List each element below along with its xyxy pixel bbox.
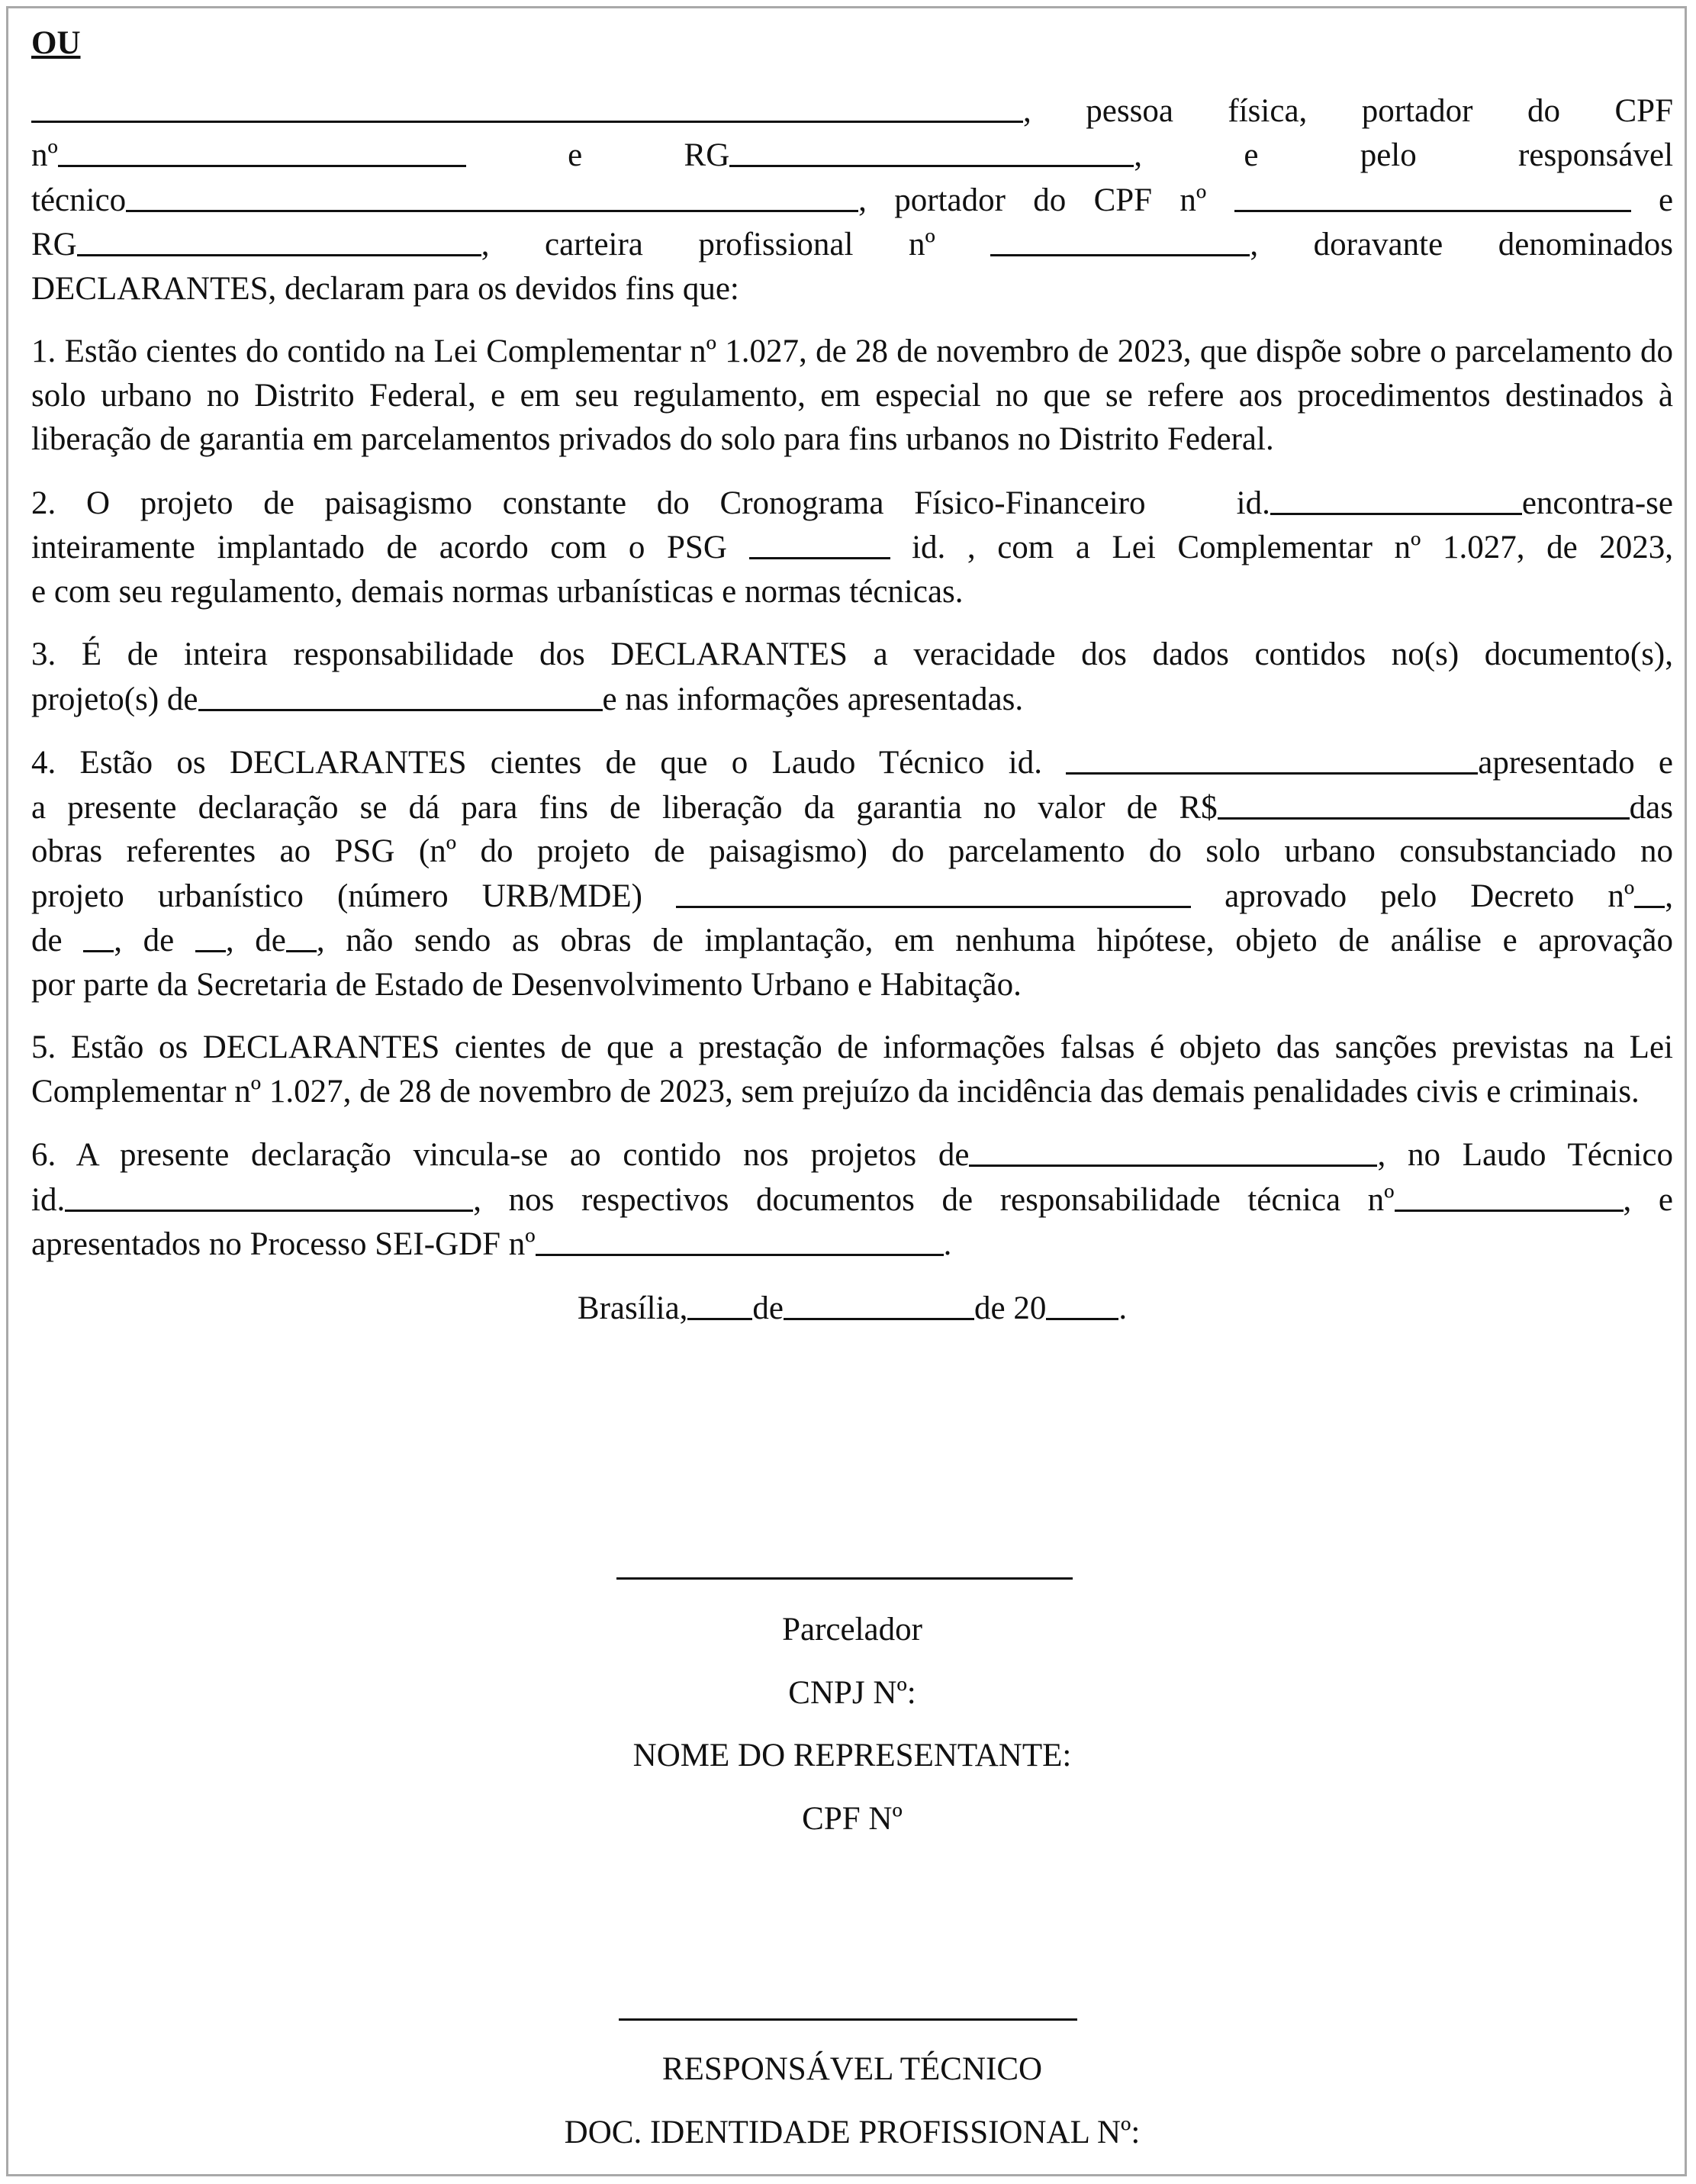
- year-field[interactable]: [1046, 1286, 1118, 1320]
- sei-process-field[interactable]: [536, 1222, 944, 1256]
- name-field[interactable]: [31, 89, 1023, 123]
- clause-4: 4. Estão os DECLARANTES cientes de que o Laudo Técnico id. apresentado e a presente declaração se dá para fins de liberação da garantia no valor de R$ das obras referentes ao PSG (nº do projeto de paisagismo) do parcelamento do solo urbano consubstanciado no projeto urbanístico (número URB/MDE) aprovado pelo Decreto nº , de , de , de , não sendo as obras de implantação, em nenhuma hipótese, objeto de análise e aprovação por parte da Secretaria de Estado de Desenvolvimento Urbano e Habitação.: [31, 740, 1673, 1007]
- report-id-field[interactable]: [65, 1177, 473, 1212]
- decree-number-field[interactable]: [1634, 874, 1665, 908]
- technician-cpf-field[interactable]: [1234, 178, 1631, 212]
- signature-line-responsavel[interactable]: [619, 2018, 1077, 2021]
- rg-field[interactable]: [729, 133, 1134, 167]
- projects-list-field[interactable]: [969, 1132, 1377, 1167]
- decree-day-field[interactable]: [83, 918, 114, 952]
- day-field[interactable]: [687, 1286, 752, 1320]
- psg-id-field[interactable]: [749, 525, 890, 559]
- clause-3: 3. É de inteira responsabilidade dos DECLARANTES a veracidade dos dados contidos no(s) documento(s), projeto(s) de e nas informações apresentadas.: [31, 636, 1673, 717]
- cpf-label: CPF Nº: [802, 1800, 903, 1837]
- clause-1: 1. Estão cientes do contido na Lei Complementar nº 1.027, de 28 de novembro de 2023, que dispõe sobre o parcelamento do solo urbano no Distrito Federal, e em seu regulamento, em especial no que se refere aos procedimentos destinados à liberação de garantia em parcelamentos privados do solo para fins urbanos no Distrito Federal.: [31, 333, 1673, 457]
- role-parcelador: Parcelador: [782, 1612, 922, 1648]
- month-field[interactable]: [784, 1286, 974, 1320]
- guarantee-value-field[interactable]: [1218, 785, 1630, 820]
- signature-line-parcelador[interactable]: [616, 1577, 1073, 1580]
- clause-5: 5. Estão os DECLARANTES cientes de que a prestação de informações falsas é objeto das sanções previstas na Lei Complementar nº 1.027, de 28 de novembro de 2023, sem prejuízo da incidência das demais penalidades civis e criminais.: [31, 1029, 1673, 1110]
- technical-report-id-field[interactable]: [1066, 740, 1478, 775]
- signature-block-responsavel: [31, 2047, 1673, 2154]
- decree-month-field[interactable]: [195, 918, 226, 952]
- professional-card-field[interactable]: [990, 222, 1250, 256]
- clause-2: 2. O projeto de paisagismo constante do Cronograma Físico-Financeiro id. encontra-se inteiramente implantado de acordo com o PSG id. , com a Lei Complementar nº 1.027, de 2023, e com seu regulamento, demais normas urbanísticas e normas técnicas.: [31, 481, 1673, 614]
- responsibility-doc-field[interactable]: [1395, 1177, 1624, 1212]
- schedule-id-field[interactable]: [1270, 481, 1522, 515]
- technician-rg-field[interactable]: [77, 222, 481, 256]
- cnpj-label: CNPJ Nº:: [788, 1674, 916, 1711]
- technician-name-field[interactable]: [126, 178, 858, 212]
- date-line: Brasília, de de 20 .: [31, 1286, 1673, 1331]
- clause-6: 6. A presente declaração vincula-se ao contido nos projetos de , no Laudo Técnico id. , nos respectivos documentos de responsabilidade técnica nº , e apresentados no Processo SEI-GDF nº .: [31, 1132, 1673, 1267]
- heading-ou: OU: [31, 25, 81, 61]
- document-page: [6, 6, 1687, 2176]
- professional-id-label: DOC. IDENTIDADE PROFISSIONAL Nº:: [564, 2114, 1141, 2150]
- projects-field[interactable]: [198, 677, 603, 711]
- representative-label: NOME DO REPRESENTANTE:: [632, 1738, 1072, 1773]
- intro-paragraph: , pessoa física, portador do CPF nº e RG , e pelo responsável técnico , portador do CPF nº e RG , carteira profissional nº , doravante denominados DECLARANTES, declaram para os devidos fins que:: [31, 89, 1673, 311]
- declaration-body: [31, 8, 1673, 1330]
- signature-block-parcelador: [31, 1608, 1673, 1841]
- role-responsavel-tecnico: RESPONSÁVEL TÉCNICO: [661, 2051, 1043, 2087]
- urb-mde-field[interactable]: [676, 874, 1191, 908]
- decree-year-field[interactable]: [286, 918, 317, 952]
- cpf-field[interactable]: [58, 133, 466, 167]
